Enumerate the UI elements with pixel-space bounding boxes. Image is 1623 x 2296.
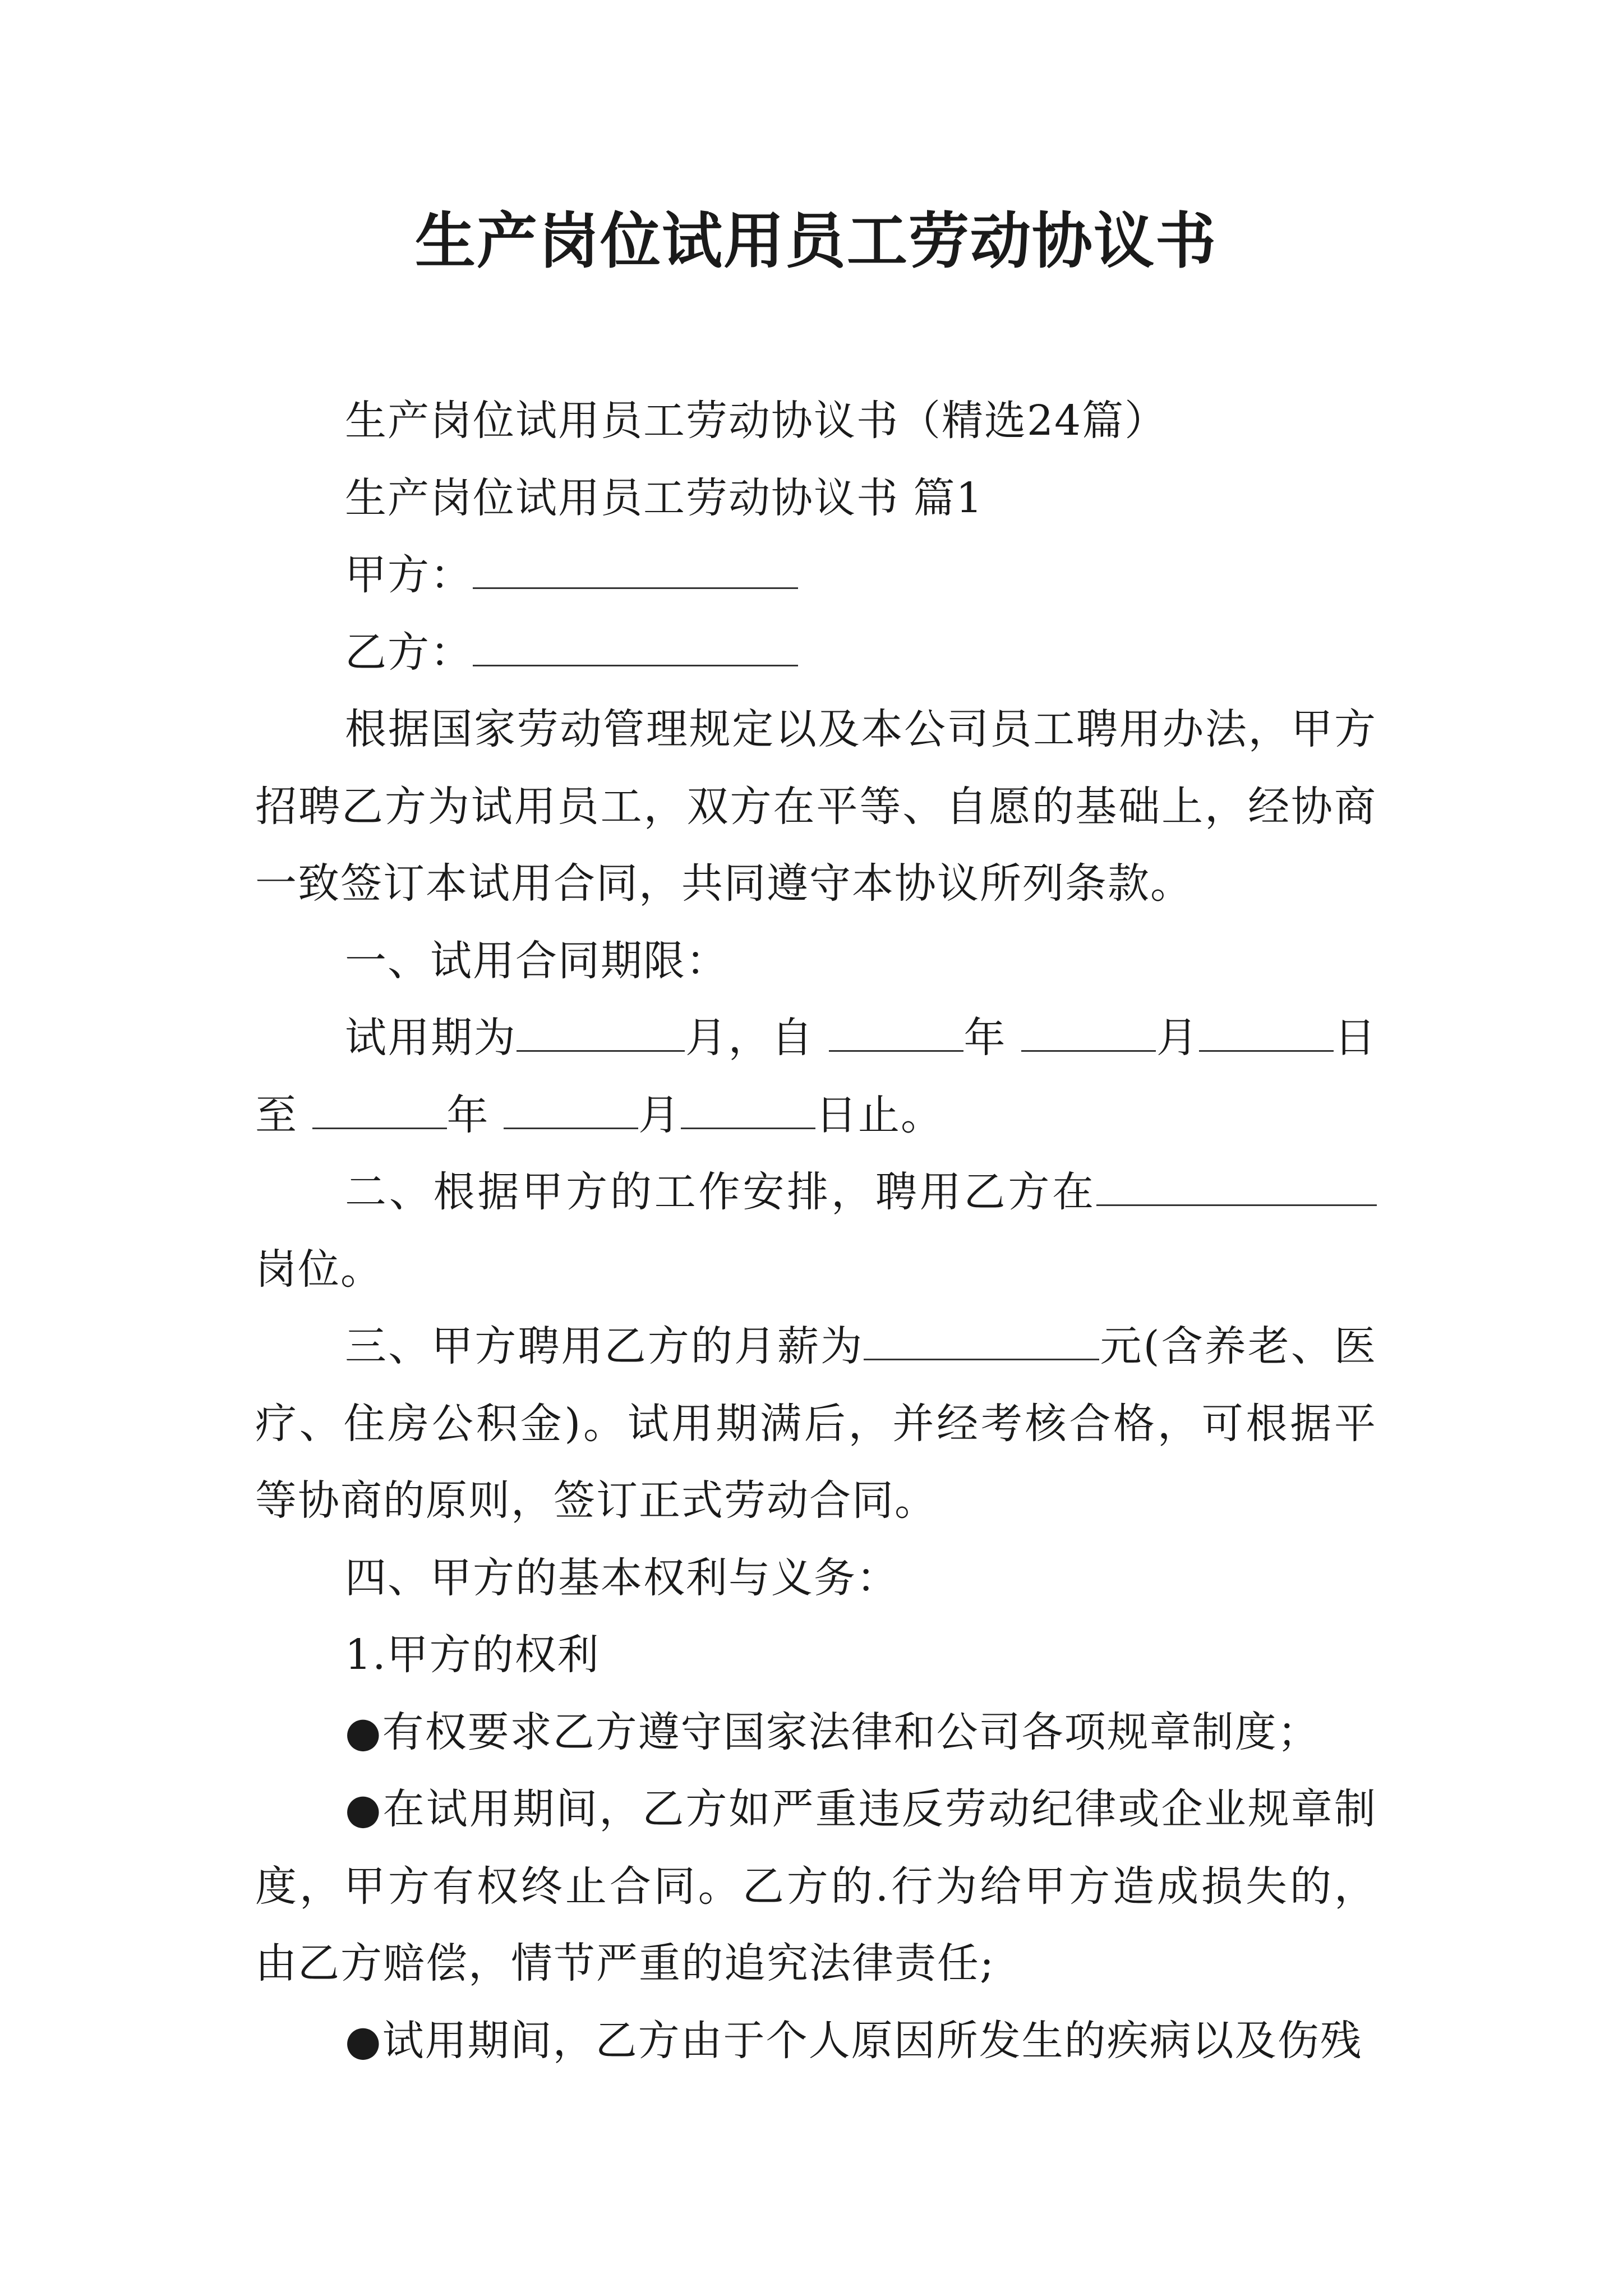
clause-1-text: 月 <box>638 1091 681 1139</box>
clause-2-text: 二、根据甲方的工作安排，聘用乙方在 <box>345 1168 1096 1216</box>
start-year-blank <box>829 1011 963 1052</box>
clause-1-text: 日至 <box>255 1014 1377 1139</box>
clause-1-text: 月 <box>1156 1014 1200 1062</box>
party-a-label: 甲方： <box>345 551 473 599</box>
party-b-blank <box>473 625 798 666</box>
salary-blank <box>864 1319 1099 1360</box>
intro-paragraph: 根据国家劳动管理规定以及本公司员工聘用办法，甲方招聘乙方为试用员工，双方在平等、自愿的基础上，经协商一致签订本试用合同，共同遵守本协议所列条款。 <box>255 705 1377 908</box>
party-b-label: 乙方： <box>345 628 473 677</box>
bullet-item: ●试用期间，乙方由于个人原因所发生的疾病以及伤残 <box>345 2016 1363 2065</box>
end-year-blank <box>312 1088 447 1129</box>
end-day-blank <box>681 1088 815 1129</box>
section-heading: 生产岗位试用员工劳动协议书 篇1 <box>345 473 984 522</box>
clause-1-text: 月，自 <box>685 1014 829 1062</box>
clause-1-paragraph <box>255 1000 1377 1154</box>
position-blank <box>1096 1165 1377 1206</box>
document-title: 生产岗位试用员工劳动协议书 <box>414 206 1217 277</box>
start-month-blank <box>1021 1011 1156 1052</box>
rights-heading: 1.甲方的权利 <box>345 1631 600 1679</box>
clause-3-text: 元(含养老、医疗、住房公积金)。试用期满后，并经考核合格，可根据平等协商的原则，签订正式劳动合同。 <box>255 1322 1377 1525</box>
months-blank <box>517 1011 685 1052</box>
party-a-line <box>255 537 1377 614</box>
clause-1-text: 年 <box>963 1014 1022 1062</box>
party-a-blank <box>473 548 798 589</box>
end-month-blank <box>504 1088 638 1129</box>
clause-2-text: 岗位。 <box>255 1245 383 1294</box>
clause-3-paragraph <box>255 1308 1377 1540</box>
clause-1-heading: 一、试用合同期限： <box>345 936 728 985</box>
document-body <box>255 383 1377 2079</box>
clause-1-text: 年 <box>446 1091 504 1139</box>
clause-1-text: 试用期为 <box>345 1014 517 1062</box>
bullet-item: ●在试用期间，乙方如严重违反劳动纪律或企业规章制度，甲方有权终止合同。乙方的.行为给甲方造成损失的，由乙方赔偿，情节严重的追究法律责任; <box>255 1785 1377 1987</box>
clause-2-paragraph <box>255 1154 1377 1308</box>
clause-3-text: 三、甲方聘用乙方的月薪为 <box>345 1322 864 1370</box>
bullet-item: ●有权要求乙方遵守国家法律和公司各项规章制度； <box>345 1708 1320 1756</box>
document-subtitle: 生产岗位试用员工劳动协议书（精选24篇） <box>345 397 1168 445</box>
party-b-line <box>255 614 1377 692</box>
start-day-blank <box>1199 1011 1334 1052</box>
clause-1-text: 日止。 <box>815 1091 944 1139</box>
clause-4-heading: 四、甲方的基本权利与义务： <box>345 1553 899 1602</box>
